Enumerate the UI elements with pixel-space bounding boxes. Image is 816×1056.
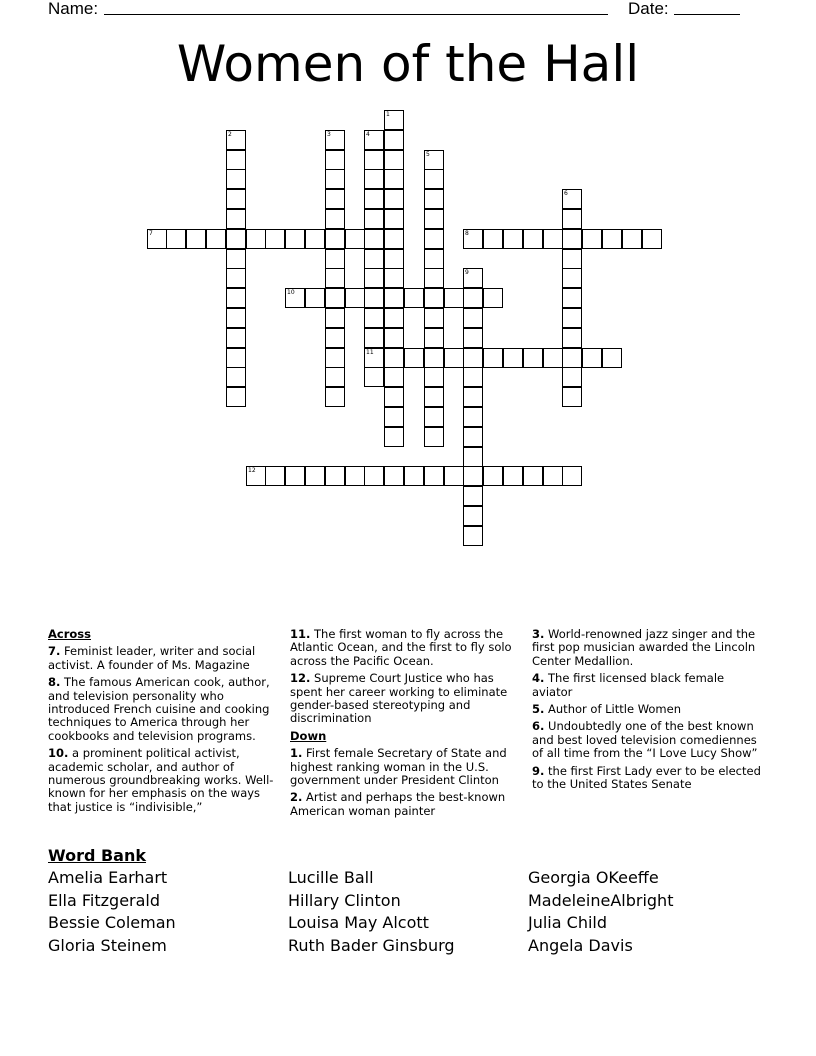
grid-cell[interactable] — [325, 249, 345, 269]
grid-cell[interactable] — [463, 526, 483, 546]
word-bank-item: Ruth Bader Ginsburg — [288, 935, 455, 955]
grid-cell[interactable] — [463, 328, 483, 348]
clue-number: 8 — [465, 230, 469, 237]
word-bank-item: Julia Child — [528, 913, 607, 933]
grid-cell[interactable] — [562, 209, 582, 229]
word-bank-item: Angela Davis — [528, 935, 633, 955]
grid-cell[interactable] — [325, 209, 345, 229]
grid-cell[interactable] — [424, 407, 444, 427]
grid-cell[interactable] — [345, 288, 365, 308]
grid-cell[interactable] — [463, 407, 483, 427]
grid-cell[interactable] — [364, 150, 384, 170]
grid-cell[interactable] — [325, 130, 345, 150]
word-bank-item: Gloria Steinem — [48, 935, 167, 955]
grid-cell[interactable] — [226, 387, 246, 407]
grid-cell[interactable] — [424, 308, 444, 328]
word-bank-title: Word Bank — [48, 846, 147, 865]
clue-down-9: 9. the first First Lady ever to be elected to the United States Senate — [532, 763, 761, 792]
grid-cell[interactable] — [483, 288, 503, 308]
grid-cell[interactable] — [424, 387, 444, 407]
clue-number: 4 — [366, 131, 370, 138]
grid-cell[interactable] — [582, 229, 602, 249]
clue-across-10: 10. a prominent political activist, academic scholar, and author of numerous groundbreaking works. Well-known for her emphasis on the ways that justice is “indivisible,” — [48, 746, 274, 814]
clue-down-2: 2. Artist and perhaps the best-known American woman painter — [290, 790, 506, 818]
grid-cell[interactable] — [226, 209, 246, 229]
grid-cell[interactable] — [325, 189, 345, 209]
grid-cell[interactable] — [206, 229, 226, 249]
clue-number: 7 — [149, 230, 153, 237]
grid-cell[interactable] — [226, 229, 246, 249]
grid-cell[interactable] — [364, 189, 384, 209]
grid-cell[interactable] — [384, 288, 404, 308]
grid-cell[interactable] — [424, 189, 444, 209]
grid-cell[interactable] — [424, 427, 444, 447]
clue-across-8: 8. The famous American cook, author, and television personality who introduced French cuisine and cooking techniques to America through her cookbooks and television programs. — [48, 675, 270, 743]
grid-cell[interactable] — [424, 328, 444, 348]
clue-across-12: 12. Supreme Court Justice who has spent her career working to eliminate gender-based stereotyping and discrimination — [290, 671, 508, 726]
grid-cell[interactable] — [285, 466, 305, 486]
grid-cell[interactable] — [226, 367, 246, 387]
grid-cell[interactable] — [463, 506, 483, 526]
word-bank-item: MadeleineAlbright — [528, 890, 674, 910]
name-label: Name: — [48, 0, 99, 18]
grid-cell[interactable] — [166, 229, 186, 249]
grid-cell[interactable] — [424, 288, 444, 308]
grid-cell[interactable] — [384, 466, 404, 486]
grid-cell[interactable] — [463, 486, 483, 506]
grid-cell[interactable] — [226, 348, 246, 368]
grid-cell[interactable] — [562, 308, 582, 328]
grid-cell[interactable] — [543, 466, 563, 486]
grid-cell[interactable] — [483, 348, 503, 368]
clue-down-6: 6. Undoubtedly one of the best known and best loved television comediennes of all time from the “I Love Lucy Show” — [532, 719, 758, 761]
grid-cell[interactable] — [384, 189, 404, 209]
grid-cell[interactable] — [463, 268, 483, 288]
clue-down-4: 4. The first licensed black female aviator — [532, 671, 725, 699]
grid-cell[interactable] — [622, 229, 642, 249]
grid-cell[interactable] — [325, 229, 345, 249]
grid-cell[interactable] — [325, 288, 345, 308]
grid-cell[interactable] — [503, 466, 523, 486]
grid-cell[interactable] — [424, 466, 444, 486]
grid-cell[interactable] — [285, 229, 305, 249]
grid-cell[interactable] — [562, 288, 582, 308]
grid-cell[interactable] — [325, 466, 345, 486]
down-heading: Down — [290, 728, 327, 743]
grid-cell[interactable] — [305, 229, 325, 249]
grid-cell[interactable] — [364, 169, 384, 189]
clue-number: 2 — [228, 131, 232, 138]
grid-cell[interactable] — [364, 367, 384, 387]
grid-cell[interactable] — [325, 150, 345, 170]
grid-cell[interactable] — [503, 348, 523, 368]
grid-cell[interactable] — [642, 229, 662, 249]
grid-cell[interactable] — [285, 288, 305, 308]
grid-cell[interactable] — [364, 209, 384, 229]
grid-cell[interactable] — [325, 308, 345, 328]
grid-cell[interactable] — [384, 348, 404, 368]
grid-cell[interactable] — [424, 150, 444, 170]
grid-cell[interactable] — [444, 348, 464, 368]
grid-cell[interactable] — [562, 229, 582, 249]
grid-cell[interactable] — [424, 209, 444, 229]
clue-across-7: 7. Feminist leader, writer and social activist. A founder of Ms. Magazine — [48, 644, 256, 672]
grid-cell[interactable] — [364, 288, 384, 308]
grid-cell[interactable] — [364, 229, 384, 249]
grid-cell[interactable] — [562, 328, 582, 348]
grid-cell[interactable] — [226, 308, 246, 328]
grid-cell[interactable] — [265, 229, 285, 249]
grid-cell[interactable] — [226, 189, 246, 209]
grid-cell[interactable] — [384, 229, 404, 249]
clue-down-5: 5. Author of Little Women — [532, 702, 681, 717]
date-label: Date: — [628, 0, 669, 18]
grid-cell[interactable] — [463, 348, 483, 368]
grid-cell[interactable] — [226, 130, 246, 150]
clue-number: 12 — [248, 467, 256, 474]
grid-cell[interactable] — [444, 288, 464, 308]
grid-cell[interactable] — [246, 466, 266, 486]
grid-cell[interactable] — [325, 268, 345, 288]
word-bank-item: Bessie Coleman — [48, 913, 176, 933]
clues-column-3 — [532, 628, 764, 795]
across-heading: Across — [48, 627, 91, 641]
grid-cell[interactable] — [543, 229, 563, 249]
grid-cell[interactable] — [305, 466, 325, 486]
grid-cell[interactable] — [424, 169, 444, 189]
grid-cell[interactable] — [404, 288, 424, 308]
word-bank-item: Louisa May Alcott — [288, 913, 429, 933]
grid-cell[interactable] — [226, 249, 246, 269]
grid-cell[interactable] — [463, 308, 483, 328]
grid-cell[interactable] — [404, 348, 424, 368]
page-title: Women of the Hall — [176, 35, 640, 93]
clue-number: 6 — [564, 190, 568, 197]
grid-cell[interactable] — [483, 466, 503, 486]
grid-cell[interactable] — [463, 387, 483, 407]
clue-number: 3 — [327, 131, 331, 138]
grid-cell[interactable] — [147, 229, 167, 249]
grid-cell[interactable] — [265, 466, 285, 486]
grid-cell[interactable] — [384, 110, 404, 130]
grid-cell[interactable] — [364, 130, 384, 150]
grid-cell[interactable] — [562, 367, 582, 387]
grid-cell[interactable] — [384, 367, 404, 387]
word-bank-item: Amelia Earhart — [48, 868, 168, 887]
clue-down-1: 1. First female Secretary of State and highest ranking woman in the U.S. government under President Clinton — [290, 746, 507, 788]
grid-cell[interactable] — [384, 328, 404, 348]
grid-cell[interactable] — [562, 348, 582, 368]
grid-cell[interactable] — [325, 169, 345, 189]
grid-cell[interactable] — [226, 268, 246, 288]
grid-cell[interactable] — [543, 348, 563, 368]
grid-cell[interactable] — [463, 229, 483, 249]
grid-cell[interactable] — [226, 169, 246, 189]
grid-cell[interactable] — [384, 387, 404, 407]
clue-number: 9 — [465, 269, 469, 276]
grid-cell[interactable] — [325, 367, 345, 387]
grid-cell[interactable] — [384, 209, 404, 229]
grid-cell[interactable] — [384, 169, 404, 189]
grid-cell[interactable] — [384, 427, 404, 447]
word-bank-column-3 — [528, 867, 673, 957]
grid-cell[interactable] — [503, 229, 523, 249]
grid-cell[interactable] — [444, 466, 464, 486]
grid-cell[interactable] — [325, 387, 345, 407]
grid-cell[interactable] — [364, 268, 384, 288]
grid-cell[interactable] — [364, 308, 384, 328]
grid-cell[interactable] — [463, 447, 483, 467]
grid-cell[interactable] — [345, 229, 365, 249]
grid-cell[interactable] — [364, 348, 384, 368]
grid-cell[interactable] — [364, 249, 384, 269]
word-bank-column-1 — [48, 867, 176, 957]
clue-down-3: 3. World-renowned jazz singer and the first pop musician awarded the Lincoln Center Medallion. — [532, 627, 756, 668]
grid-cell[interactable] — [226, 328, 246, 348]
clues-column-1 — [48, 628, 280, 818]
grid-cell[interactable] — [404, 466, 424, 486]
clue-number: 10 — [287, 289, 295, 296]
grid-cell[interactable] — [384, 150, 404, 170]
grid-cell[interactable] — [424, 348, 444, 368]
grid-cell[interactable] — [424, 249, 444, 269]
grid-cell[interactable] — [226, 150, 246, 170]
grid-cell[interactable] — [384, 130, 404, 150]
grid-cell[interactable] — [364, 466, 384, 486]
grid-cell[interactable] — [463, 427, 483, 447]
grid-cell[interactable] — [463, 466, 483, 486]
clue-number: 1 — [386, 111, 390, 118]
grid-cell[interactable] — [345, 466, 365, 486]
grid-cell[interactable] — [424, 367, 444, 387]
grid-cell[interactable] — [384, 249, 404, 269]
grid-cell[interactable] — [424, 268, 444, 288]
grid-cell[interactable] — [463, 288, 483, 308]
grid-cell[interactable] — [364, 328, 384, 348]
word-bank-item: Lucille Ball — [288, 868, 374, 887]
grid-cell[interactable] — [424, 229, 444, 249]
clue-number: 11 — [366, 349, 374, 356]
grid-cell[interactable] — [384, 268, 404, 288]
grid-cell[interactable] — [186, 229, 206, 249]
clue-number: 5 — [426, 151, 430, 158]
grid-cell[interactable] — [602, 229, 622, 249]
clue-across-11: 11. The first woman to fly across the Atlantic Ocean, and the first to fly solo across the Pacific Ocean. — [290, 627, 512, 668]
grid-cell[interactable] — [325, 328, 345, 348]
grid-cell[interactable] — [384, 308, 404, 328]
grid-cell[interactable] — [562, 189, 582, 209]
grid-cell[interactable] — [562, 268, 582, 288]
word-bank-item: Ella Fitzgerald — [48, 890, 161, 910]
grid-cell[interactable] — [523, 229, 543, 249]
grid-cell[interactable] — [384, 407, 404, 427]
grid-cell[interactable] — [602, 348, 622, 368]
clues-column-2 — [290, 628, 522, 822]
grid-cell[interactable] — [523, 348, 543, 368]
grid-cell[interactable] — [463, 367, 483, 387]
grid-cell[interactable] — [483, 229, 503, 249]
word-bank-item: Hillary Clinton — [288, 890, 401, 910]
grid-cell[interactable] — [246, 229, 266, 249]
grid-cell[interactable] — [562, 466, 582, 486]
grid-cell[interactable] — [226, 288, 246, 308]
grid-cell[interactable] — [523, 466, 543, 486]
grid-cell[interactable] — [562, 387, 582, 407]
grid-cell[interactable] — [562, 249, 582, 269]
grid-cell[interactable] — [325, 348, 345, 368]
word-bank-item: Georgia OKeeffe — [528, 868, 659, 887]
word-bank-column-2 — [288, 867, 455, 957]
grid-cell[interactable] — [582, 348, 602, 368]
grid-cell[interactable] — [305, 288, 325, 308]
